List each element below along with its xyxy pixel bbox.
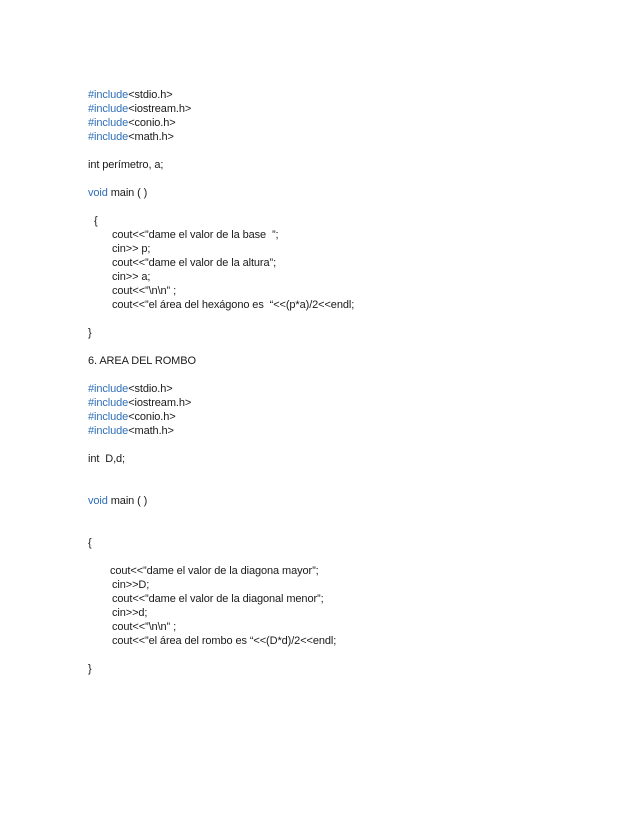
section-title: 6. AREA DEL ROMBO	[88, 355, 196, 367]
include-line	[88, 424, 174, 438]
close-brace: }	[88, 663, 92, 675]
include-keyword: #include	[88, 411, 129, 423]
code-line: cout<<”dame el valor de la base ”;	[112, 229, 279, 241]
void-keyword: void	[88, 187, 108, 199]
include-keyword: #include	[88, 103, 129, 115]
include-line	[88, 382, 173, 396]
include-header: <math.h>	[128, 425, 174, 437]
include-line	[88, 130, 174, 144]
include-keyword: #include	[88, 131, 129, 143]
include-line	[88, 102, 191, 116]
include-header: <conio.h>	[128, 117, 176, 129]
include-keyword: #include	[88, 397, 129, 409]
include-header: <iostream.h>	[128, 397, 192, 409]
open-brace: {	[88, 537, 92, 549]
include-keyword: #include	[88, 383, 129, 395]
code-line: cout<<”\n\n” ;	[112, 621, 177, 633]
include-line	[88, 116, 176, 130]
code-line: cout<<”el área del rombo es “<<(D*d)/2<<endl;	[112, 635, 337, 647]
code-line: cout<<”dame el valor de la diagona mayor”;	[110, 565, 319, 577]
include-line	[88, 410, 176, 424]
variable-declaration: int D,d;	[88, 453, 126, 465]
include-header: <conio.h>	[128, 411, 176, 423]
main-signature	[88, 186, 147, 200]
main-signature-rest: main ( )	[107, 495, 148, 507]
include-keyword: #include	[88, 425, 129, 437]
include-keyword: #include	[88, 89, 129, 101]
include-header: <iostream.h>	[128, 103, 192, 115]
code-line: cout<<”dame el valor de la diagonal menor”;	[112, 593, 324, 605]
void-keyword: void	[88, 495, 108, 507]
code-line: cin>>D;	[112, 579, 150, 591]
include-header: <stdio.h>	[128, 89, 173, 101]
close-brace: }	[88, 327, 92, 339]
code-line: cin>> a;	[112, 271, 151, 283]
include-header: <math.h>	[128, 131, 174, 143]
include-header: <stdio.h>	[128, 383, 173, 395]
variable-declaration: int perímetro, a;	[88, 159, 164, 171]
code-line: cout<<”el área del hexágono es “<<(p*a)/2<<endl;	[112, 299, 355, 311]
include-keyword: #include	[88, 117, 129, 129]
code-line: cout<<”dame el valor de la altura”;	[112, 257, 277, 269]
code-line: cout<<”\n\n” ;	[112, 285, 177, 297]
include-line	[88, 88, 173, 102]
main-signature	[88, 494, 147, 508]
code-line: cin>>d;	[112, 607, 148, 619]
include-line	[88, 396, 191, 410]
main-signature-rest: main ( )	[107, 187, 148, 199]
open-brace: {	[94, 215, 98, 227]
code-line: cin>> p;	[112, 243, 151, 255]
